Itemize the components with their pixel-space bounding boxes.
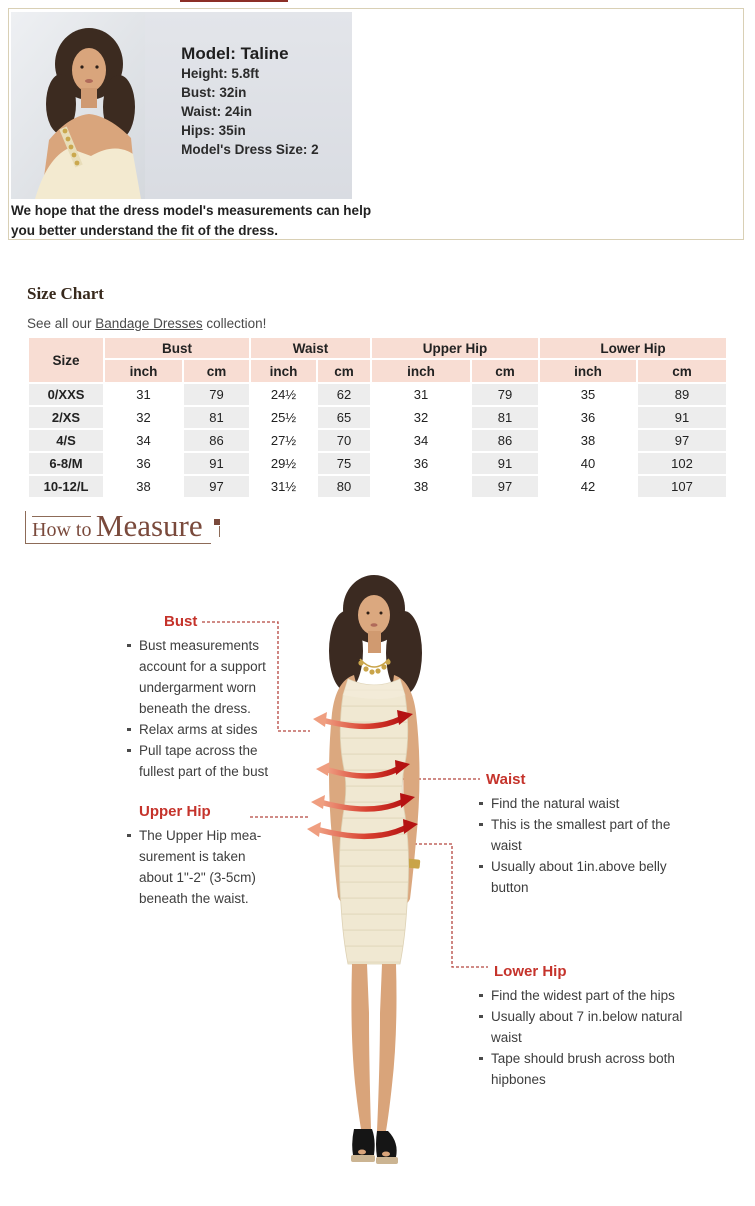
model-photo xyxy=(11,12,352,199)
table-row xyxy=(29,384,726,405)
col-header-lower-hip: Lower Hip xyxy=(540,338,726,358)
value-cell: 89 xyxy=(638,384,726,405)
value-cell: 24½ xyxy=(251,384,316,405)
model-photo-illustration xyxy=(11,12,145,199)
bust-section xyxy=(126,613,286,782)
list-item: Pull tape across the fullest part of the bust xyxy=(126,740,286,782)
table-row xyxy=(29,407,726,428)
model-figure-illustration xyxy=(292,563,472,1183)
value-cell: 32 xyxy=(372,407,470,428)
col-header-size: Size xyxy=(29,338,103,382)
value-cell: 86 xyxy=(472,430,538,451)
value-cell: 65 xyxy=(318,407,370,428)
value-cell: 97 xyxy=(472,476,538,497)
model-spec-waist: Waist: 24in xyxy=(181,104,252,119)
lower-hip-section xyxy=(478,963,686,1090)
value-cell: 91 xyxy=(638,407,726,428)
col-header-upper-hip: Upper Hip xyxy=(372,338,538,358)
unit-header: cm xyxy=(638,360,726,382)
value-cell: 31 xyxy=(105,384,182,405)
bust-title: Bust xyxy=(164,613,198,630)
value-cell: 80 xyxy=(318,476,370,497)
size-cell: 6-8/M xyxy=(29,453,103,474)
how-to-measure-box xyxy=(25,508,211,544)
upper-hip-tips-list xyxy=(126,825,274,909)
list-item: This is the smallest part of the waist xyxy=(478,814,678,856)
list-item: Relax arms at sides xyxy=(126,719,286,740)
value-cell: 81 xyxy=(472,407,538,428)
value-cell: 38 xyxy=(105,476,182,497)
value-cell: 29½ xyxy=(251,453,316,474)
list-item: Usually about 7 in.below natural waist xyxy=(478,1006,686,1048)
waist-tips-list xyxy=(478,793,678,898)
size-chart-table xyxy=(27,336,728,499)
waist-section xyxy=(478,771,678,898)
size-chart-title: Size Chart xyxy=(27,284,104,303)
size-cell: 10-12/L xyxy=(29,476,103,497)
lower-hip-tips-list xyxy=(478,985,686,1090)
model-spec-dress-size: Model's Dress Size: 2 xyxy=(181,142,319,157)
unit-header: inch xyxy=(251,360,316,382)
value-cell: 79 xyxy=(184,384,249,405)
top-partial-element xyxy=(180,0,288,2)
value-cell: 62 xyxy=(318,384,370,405)
model-note-line: We hope that the dress model's measurements can help xyxy=(11,203,372,218)
how-to-label: How to xyxy=(32,516,91,542)
measurement-diagram xyxy=(0,555,755,1206)
value-cell: 31½ xyxy=(251,476,316,497)
value-cell: 70 xyxy=(318,430,370,451)
model-info-box xyxy=(8,8,744,240)
measure-label: Measure xyxy=(95,508,203,543)
value-cell: 81 xyxy=(184,407,249,428)
unit-header: cm xyxy=(472,360,538,382)
value-cell: 38 xyxy=(540,430,636,451)
lower-hip-title: Lower Hip xyxy=(494,963,567,980)
value-cell: 27½ xyxy=(251,430,316,451)
value-cell: 97 xyxy=(638,430,726,451)
model-name: Model: Taline xyxy=(181,44,289,63)
value-cell: 97 xyxy=(184,476,249,497)
value-cell: 42 xyxy=(540,476,636,497)
value-cell: 34 xyxy=(105,430,182,451)
value-cell: 91 xyxy=(184,453,249,474)
unit-header: cm xyxy=(184,360,249,382)
model-spec-hips: Hips: 35in xyxy=(181,123,246,138)
unit-header: cm xyxy=(318,360,370,382)
unit-header: inch xyxy=(540,360,636,382)
how-to-measure-heading xyxy=(25,508,220,544)
value-cell: 38 xyxy=(372,476,470,497)
value-cell: 40 xyxy=(540,453,636,474)
value-cell: 86 xyxy=(184,430,249,451)
value-cell: 79 xyxy=(472,384,538,405)
unit-header: inch xyxy=(105,360,182,382)
value-cell: 36 xyxy=(372,453,470,474)
size-cell: 0/XXS xyxy=(29,384,103,405)
value-cell: 36 xyxy=(540,407,636,428)
value-cell: 75 xyxy=(318,453,370,474)
upper-hip-section xyxy=(126,803,274,909)
collection-line-suffix: collection! xyxy=(202,316,267,331)
waist-title: Waist xyxy=(486,771,526,788)
upper-hip-title: Upper Hip xyxy=(139,803,211,820)
model-note-line: you better understand the fit of the dress. xyxy=(11,223,279,238)
list-item: Bust measurements account for a support undergarment worn beneath the dress. xyxy=(126,635,286,719)
bust-tips-list xyxy=(126,635,286,782)
heading-square-mark xyxy=(214,511,220,537)
value-cell: 34 xyxy=(372,430,470,451)
value-cell: 102 xyxy=(638,453,726,474)
size-cell: 4/S xyxy=(29,430,103,451)
table-row xyxy=(29,430,726,451)
table-row xyxy=(29,453,726,474)
value-cell: 36 xyxy=(105,453,182,474)
list-item: Usually about 1in.above belly button xyxy=(478,856,678,898)
value-cell: 25½ xyxy=(251,407,316,428)
list-item: The Upper Hip mea-surement is taken about 1"-2" (3-5cm) beneath the waist. xyxy=(126,825,274,909)
unit-header: inch xyxy=(372,360,470,382)
value-cell: 107 xyxy=(638,476,726,497)
collection-line xyxy=(27,316,266,331)
col-header-waist: Waist xyxy=(251,338,370,358)
value-cell: 32 xyxy=(105,407,182,428)
bandage-dresses-link[interactable]: Bandage Dresses xyxy=(95,316,203,331)
model-measurements-panel xyxy=(145,12,352,199)
model-spec-bust: Bust: 32in xyxy=(181,85,247,100)
value-cell: 31 xyxy=(372,384,470,405)
value-cell: 35 xyxy=(540,384,636,405)
model-spec-height: Height: 5.8ft xyxy=(181,66,260,81)
list-item: Find the natural waist xyxy=(478,793,678,814)
collection-line-prefix: See all our xyxy=(27,316,96,331)
col-header-bust: Bust xyxy=(105,338,249,358)
list-item: Tape should brush across both hipbones xyxy=(478,1048,686,1090)
value-cell: 91 xyxy=(472,453,538,474)
list-item: Find the widest part of the hips xyxy=(478,985,686,1006)
table-row xyxy=(29,476,726,497)
size-cell: 2/XS xyxy=(29,407,103,428)
model-note xyxy=(11,201,371,241)
